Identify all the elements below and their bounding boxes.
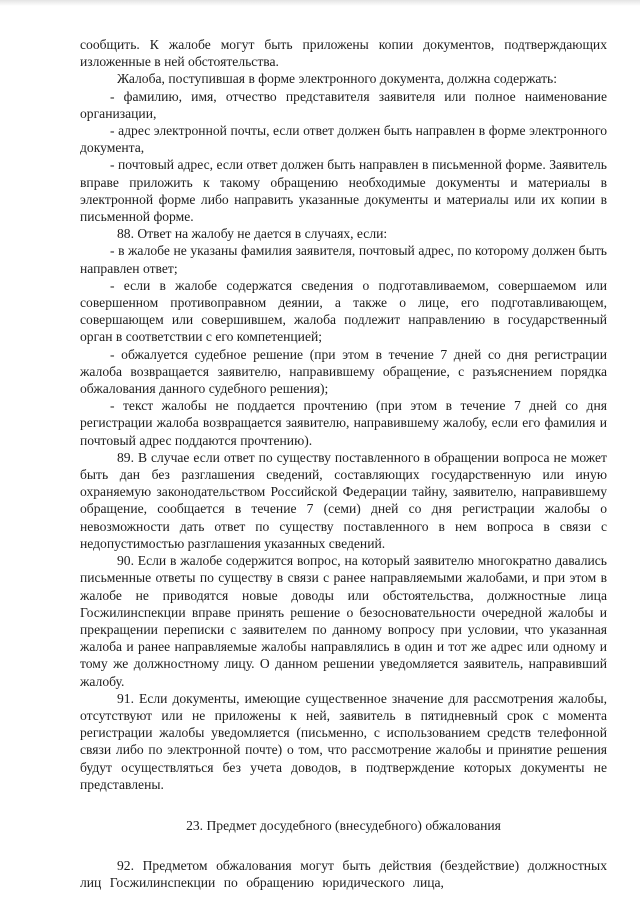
paragraph-89: 89. В случае если ответ по существу поставленного в обращении вопроса не может быть дан без разглашения сведений, составляющих государственную или иную охраняемую законодательством Российской Федерации тайну, заявителю, направившему обращение, сообщается в течение 7 (семи) дней со дня регистрации жалобы о невозможности дать ответ по существу поставленного в нем вопроса в связи с недопустимостью разглашения указанных сведений. bbox=[80, 449, 607, 551]
list-item-email-address: - адрес электронной почты, если ответ должен быть направлен в форме электронного документа, bbox=[80, 123, 607, 156]
list-item-full-name: - фамилию, имя, отчество представителя заявителя или полное наименование организации, bbox=[80, 88, 607, 121]
list-item-court-decision: - обжалуется судебное решение (при этом в течение 7 дней со дня регистрации жалоба возвращается заявителю, направившему обращение, с разъяснением порядка обжалования данного судебного решения); bbox=[80, 346, 607, 397]
document-page bbox=[80, 36, 607, 892]
paragraph-88: 88. Ответ на жалобу не дается в случаях, если: bbox=[117, 226, 388, 242]
list-item-no-surname: - в жалобе не указаны фамилия заявителя, почтовый адрес, по которому должен быть направлен ответ; bbox=[80, 243, 607, 276]
paragraph-92: 92. Предметом обжалования могут быть действия (бездействие) должностных лиц Госжилинспекции по обращению юридического лица, bbox=[80, 858, 607, 891]
paragraph-91: 91. Если документы, имеющие существенное значение для рассмотрения жалобы, отсутствуют или не приложены к ней, заявитель в пятидневный срок с момента регистрации жалобы уведомляется (письменно, с использованием средств телефонной связи либо по электронной почте) о том, что рассмотрение жалобы и принятие решения будут осуществляться без учета доводов, в подтверждение которых документы не представлены. bbox=[80, 690, 607, 792]
list-item-postal-address: - почтовый адрес, если ответ должен быть направлен в письменной форме. Заявитель вправе приложить к такому обращению необходимые документы и материалы в электронной форме либо направить указанные документы и материалы или их копии в письменной форме. bbox=[80, 157, 607, 225]
list-item-illegal-act: - если в жалобе содержатся сведения о подготавливаемом, совершаемом или совершенном противоправном деянии, а также о лице, его подготавливающем, совершающем или совершившем, жалоба подлежит направлению в государственный орган в соответствии с его компетенцией; bbox=[80, 277, 607, 345]
list-item-unreadable-text: - текст жалобы не поддается прочтению (при этом в течение 7 дней со дня регистрации жалоба возвращается заявителю, направившему жалобу, если его фамилия и почтовый адрес поддаются прочтению). bbox=[80, 398, 607, 448]
paragraph-90: 90. Если в жалобе содержится вопрос, на который заявителю многократно давались письменные ответы по существу в связи с ранее направляемыми жалобами, и при этом в жалобе не приводятся новые доводы или обстоятельства, должностные лица Госжилинспекции вправе принять решение о безосновательности очередной жалобы и прекращении переписки с заявителем по данному вопросу при условии, что указанная жалоба и ранее направляемые жалобы направлялись в один и тот же адрес или одному и тому же должностному лицу. О данном решении уведомляется заявитель, направивший жалобу. bbox=[80, 553, 607, 689]
paragraph-electronic-complaint: Жалоба, поступившая в форме электронного документа, должна содержать: bbox=[117, 71, 557, 87]
scan-top-edge bbox=[0, 0, 640, 6]
section-heading-23: 23. Предмет досудебного (внесудебного) обжалования bbox=[186, 817, 501, 833]
paragraph-continuation: сообщить. К жалобе могут быть приложены копии документов, подтверждающих изложенные в ней обстоятельства. bbox=[80, 37, 607, 70]
